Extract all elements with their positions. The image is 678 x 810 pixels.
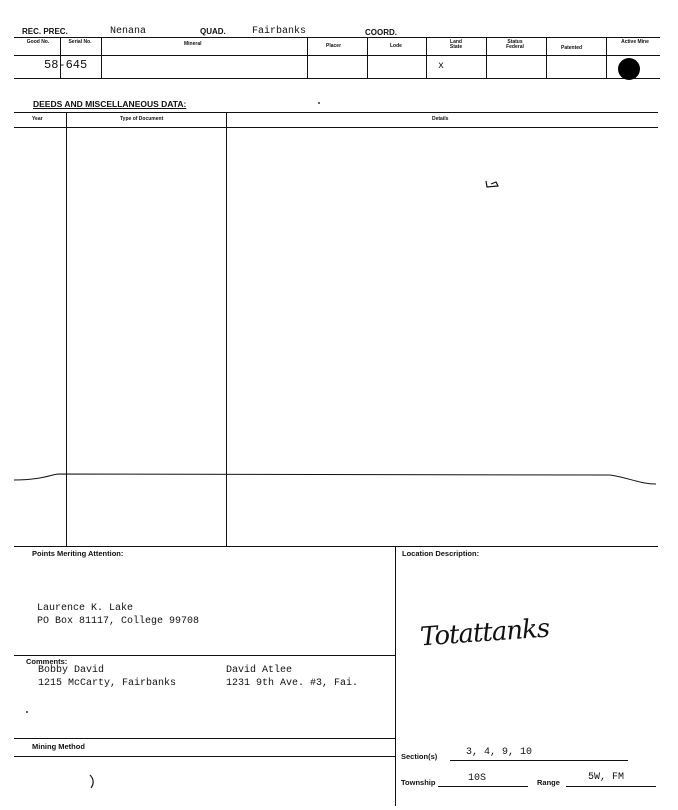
points-label: Points Meriting Attention: <box>32 549 124 558</box>
col-serial-no: Serial No. <box>68 39 92 45</box>
comments-left-name: Bobby David <box>38 665 105 676</box>
header-col-divider <box>307 37 308 78</box>
range-value: 5W, FM <box>588 772 625 783</box>
range-label: Range <box>537 778 560 787</box>
header-rule-mid <box>14 55 660 56</box>
header-col-divider <box>367 37 368 78</box>
section-underline <box>450 760 628 761</box>
coord-label: COORD. <box>365 28 397 37</box>
comments-right-addr: 1231 9th Ave. #3, Fai. <box>226 678 359 689</box>
section-label: Section(s) <box>401 752 438 761</box>
header-col-divider <box>546 37 547 78</box>
header-col-divider <box>486 37 487 78</box>
mining-rule-top <box>14 738 395 739</box>
header-col-divider <box>101 37 102 78</box>
col-details: Details <box>432 116 449 122</box>
header-rule-top <box>14 37 660 38</box>
location-label: Location Description: <box>402 549 480 558</box>
comments-left-addr: 1215 McCarty, Fairbanks <box>38 678 177 689</box>
small-mark <box>484 178 504 190</box>
good-no-value: 58-645 <box>44 58 88 72</box>
mining-rule-bottom <box>14 756 395 757</box>
points-line1: Laurence K. Lake <box>37 603 134 614</box>
township-value: 10S <box>468 773 487 784</box>
land-state-mark: x <box>438 61 445 72</box>
col-active-mine: Active Mine <box>621 39 649 45</box>
speck <box>26 711 28 713</box>
township-label: Township <box>401 778 436 787</box>
deeds-rule-top <box>14 112 658 113</box>
col-patented: Patented <box>561 45 583 51</box>
comments-right-name: David Atlee <box>226 665 293 676</box>
mining-label: Mining Method <box>32 742 85 751</box>
header-col-divider <box>606 37 607 78</box>
col-mineral: Mineral <box>184 41 202 47</box>
speck <box>318 102 320 104</box>
col-year: Year <box>32 116 43 122</box>
rec-prec-label: REC. PREC. <box>22 27 68 36</box>
deeds-rule-header <box>14 127 658 128</box>
range-underline <box>566 786 656 787</box>
comments-rule <box>14 655 395 656</box>
bottom-center-divider <box>395 546 396 806</box>
quad-label: QUAD. <box>200 27 226 36</box>
points-line2: PO Box 81117, College 99708 <box>37 616 200 627</box>
col-status-federal: Status Federal <box>506 39 524 50</box>
active-mine-dot <box>618 58 640 80</box>
col-lode: Lode <box>390 43 402 49</box>
col-type-of-document: Type of Document <box>120 116 164 122</box>
comments-label: Comments: <box>26 657 68 666</box>
quad-value: Fairbanks <box>252 26 307 37</box>
header-col-divider <box>426 37 427 78</box>
mining-mark <box>88 774 98 790</box>
col-land-state: Land State <box>449 39 463 50</box>
fold-line <box>0 466 678 496</box>
section-value: 3, 4, 9, 10 <box>466 747 533 758</box>
location-handwriting: Totattanks <box>419 613 551 653</box>
col-good-no: Good No. <box>26 39 50 45</box>
bottom-rule-top <box>14 546 658 547</box>
col-placer: Placer <box>326 43 342 49</box>
township-underline <box>438 786 528 787</box>
rec-prec-value: Nenana <box>110 26 147 37</box>
header-rule-bottom <box>14 78 660 79</box>
deeds-title: DEEDS AND MISCELLANEOUS DATA: <box>33 99 187 109</box>
